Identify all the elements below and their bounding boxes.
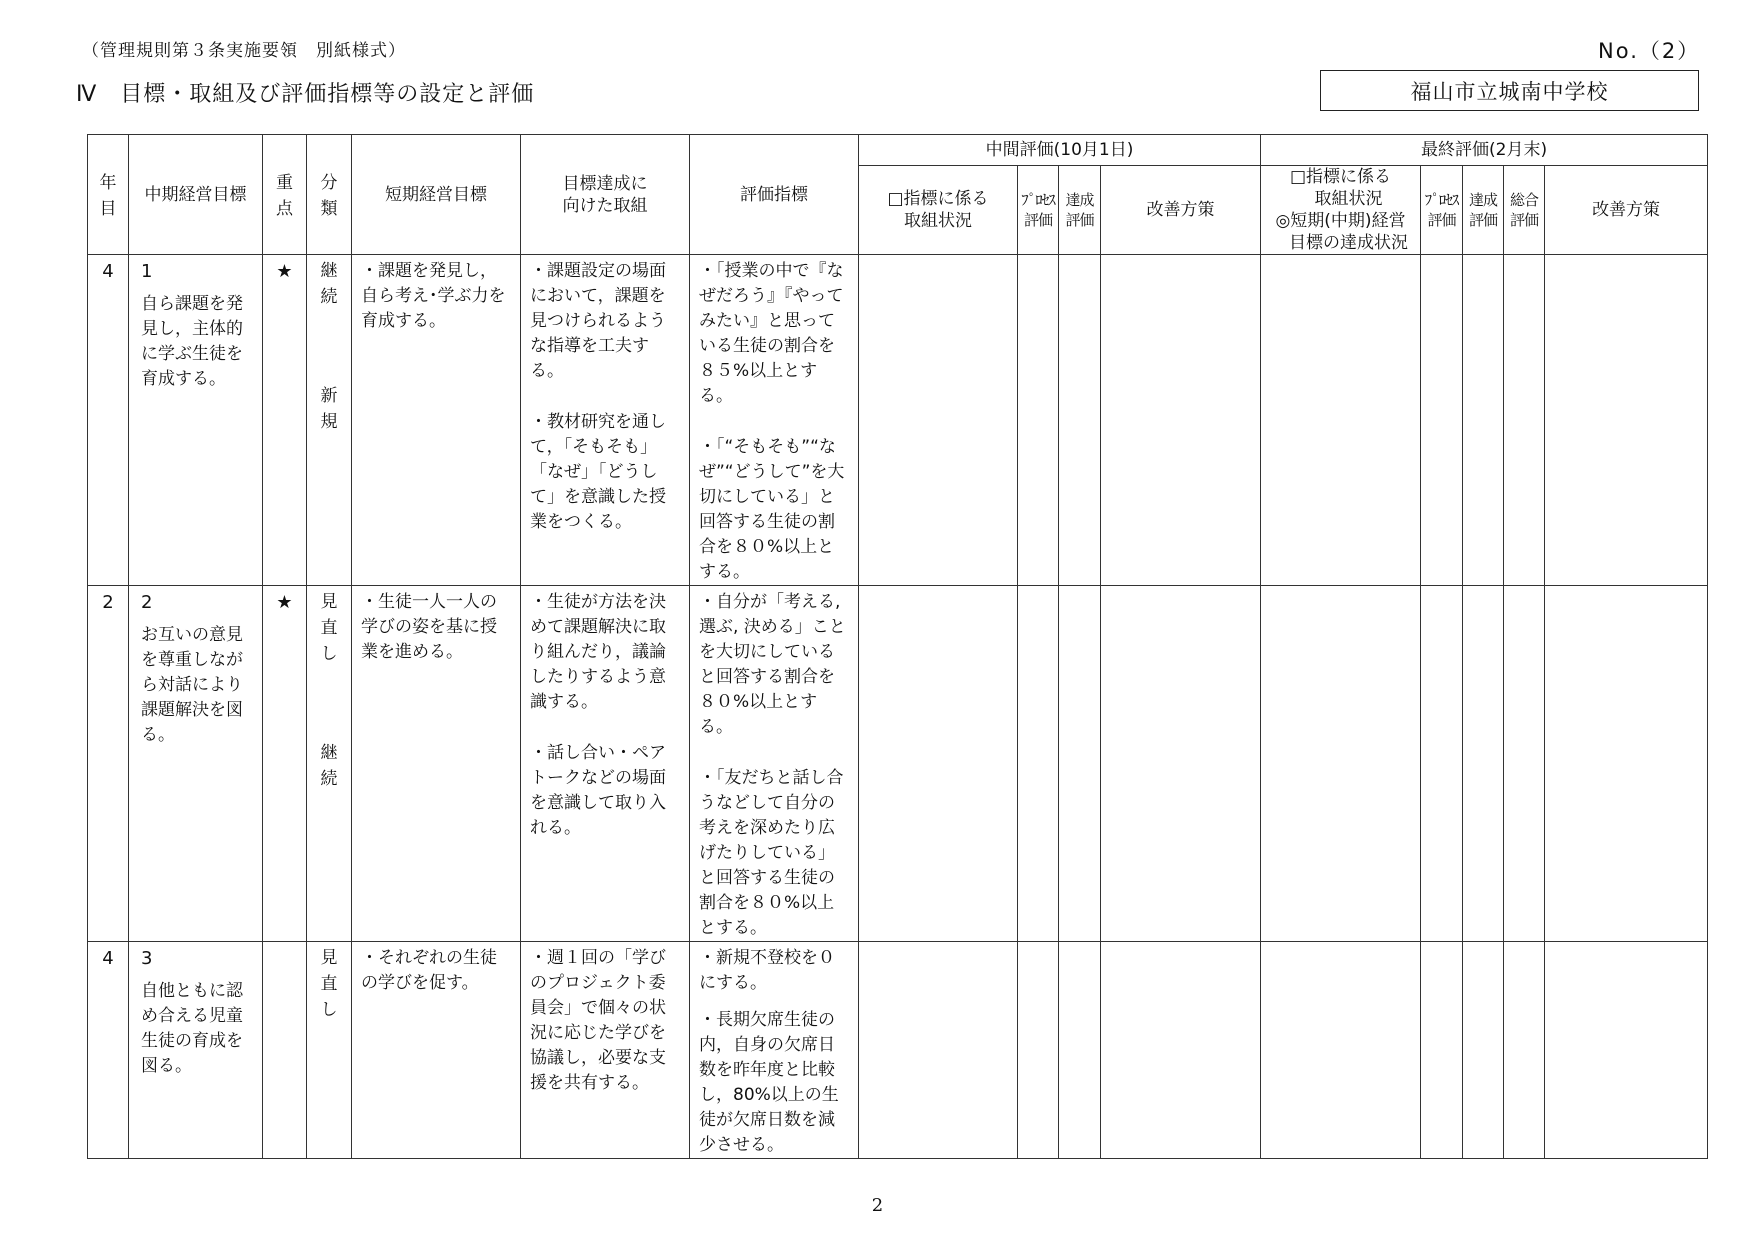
shortterm-goal-cell: ・課題を発見し，自ら考え･学ぶ力を育成する。 <box>352 255 521 586</box>
final-achieve-cell[interactable] <box>1463 942 1504 1159</box>
final-process-cell[interactable] <box>1421 942 1463 1159</box>
final-status-cell[interactable] <box>1261 586 1421 942</box>
table-row <box>88 942 1708 1159</box>
year-cell: 4 <box>88 255 129 586</box>
interim-status-cell[interactable] <box>859 255 1018 586</box>
interim-process-cell[interactable] <box>1018 255 1059 586</box>
indicator-cell: ・「授業の中で『なぜだろう』『やってみたい』と思っている生徒の割合を８５%以上とする。 ・「“そもそも”“なぜ”“どうして”を大切にしている」と回答する生徒の割合を８０%以上とする。 <box>690 255 859 586</box>
col-final-achieve: 達成 評価 <box>1463 166 1504 255</box>
indicator-cell: ・新規不登校を０にする。 ・長期欠席生徒の内，自身の欠席日数を昨年度と比較し，80%以上の生徒が欠席日数を減少させる。 <box>690 942 859 1159</box>
page-footer-number: 2 <box>871 1195 884 1216</box>
interim-status-cell[interactable] <box>859 942 1018 1159</box>
col-priority: 重点 <box>263 135 307 255</box>
interim-eval-group: 中間評価(10月1日) <box>859 135 1261 166</box>
indicator-cell: ・自分が「考える,選ぶ, 決める」ことを大切にしていると回答する割合を８０%以上とする。 ・「友だちと話し合うなどして自分の考えを深めたり広げたりしている」と回答する生徒の割合を８０%以上とする。 <box>690 586 859 942</box>
priority-cell <box>263 942 307 1159</box>
interim-improvement-cell[interactable] <box>1101 255 1261 586</box>
col-actions-line1: 目標達成に <box>562 173 648 194</box>
col-final-improvement: 改善方策 <box>1545 166 1708 255</box>
col-indicator: 評価指標 <box>690 135 859 255</box>
category-cell: 継続 新規 <box>307 255 352 586</box>
actions-cell: ・週１回の「学びのプロジェクト委員会」で個々の状況に応じた学びを協議し，必要な支援を共有する。 <box>521 942 690 1159</box>
col-actions <box>521 135 690 255</box>
table-row <box>88 255 1708 586</box>
col-final-overall: 総合 評価 <box>1504 166 1545 255</box>
final-process-cell[interactable] <box>1421 255 1463 586</box>
interim-status-cell[interactable] <box>859 586 1018 942</box>
col-year: 年目 <box>88 135 129 255</box>
col-category: 分類 <box>307 135 352 255</box>
shortterm-goal-cell: ・それぞれの生徒の学びを促す。 <box>352 942 521 1159</box>
category-cell: 見直し 継続 <box>307 586 352 942</box>
shortterm-goal-cell: ・生徒一人一人の学びの姿を基に授業を進める。 <box>352 586 521 942</box>
final-status-cell[interactable] <box>1261 255 1421 586</box>
final-overall-cell[interactable] <box>1504 255 1545 586</box>
final-improvement-cell[interactable] <box>1545 942 1708 1159</box>
interim-status-line1: □指標に係る <box>887 189 989 209</box>
interim-improvement-cell[interactable] <box>1101 586 1261 942</box>
table-row <box>88 586 1708 942</box>
final-process-cell[interactable] <box>1421 586 1463 942</box>
year-cell: 4 <box>88 942 129 1159</box>
interim-process-cell[interactable] <box>1018 586 1059 942</box>
col-interim-process: ﾌﾟﾛｾｽ 評価 <box>1018 166 1059 255</box>
priority-cell: ★ <box>263 255 307 586</box>
page-number-label: No.（2） <box>1598 39 1701 63</box>
col-final-status: □指標に係る 取組状況 ◎短期(中期)経営 目標の達成状況 <box>1261 166 1421 255</box>
col-actions-line2: 向けた取組 <box>562 195 648 216</box>
col-interim-status <box>859 166 1018 255</box>
category-cell: 見直し <box>307 942 352 1159</box>
final-overall-cell[interactable] <box>1504 586 1545 942</box>
interim-status-line2: 取組状況 <box>904 211 972 231</box>
midterm-goal-cell: 2 お互いの意見を尊重しながら対話により課題解決を図る。 <box>129 586 263 942</box>
midterm-goal-cell: 1 自ら課題を発見し，主体的に学ぶ生徒を育成する。 <box>129 255 263 586</box>
final-improvement-cell[interactable] <box>1545 586 1708 942</box>
school-name: 福山市立城南中学校 <box>1410 79 1609 104</box>
school-name-box <box>1320 70 1699 111</box>
col-shortterm-goal: 短期経営目標 <box>352 135 521 255</box>
evaluation-table <box>87 134 1708 1159</box>
final-overall-cell[interactable] <box>1504 942 1545 1159</box>
interim-achieve-cell[interactable] <box>1059 255 1101 586</box>
header-row-1 <box>88 135 1708 166</box>
col-interim-achieve: 達成 評価 <box>1059 166 1101 255</box>
final-improvement-cell[interactable] <box>1545 255 1708 586</box>
col-final-process: ﾌﾟﾛｾｽ 評価 <box>1421 166 1463 255</box>
actions-cell: ・課題設定の場面において，課題を見つけられるような指導を工夫する。 ・教材研究を通して，「そもそも」「なぜ」「どうして」を意識した授業をつくる。 <box>521 255 690 586</box>
midterm-goal-cell: 3 自他ともに認め合える児童生徒の育成を図る。 <box>129 942 263 1159</box>
year-cell: 2 <box>88 586 129 942</box>
final-eval-group: 最終評価(2月末) <box>1261 135 1708 166</box>
col-interim-improvement: 改善方策 <box>1101 166 1261 255</box>
col-midterm-goal: 中期経営目標 <box>129 135 263 255</box>
form-note: （管理規則第３条実施要領 別紙様式） <box>82 41 406 61</box>
final-achieve-cell[interactable] <box>1463 586 1504 942</box>
actions-cell: ・生徒が方法を決めて課題解決に取り組んだり，議論したりするよう意識する。 ・話し合い・ペアトークなどの場面を意識して取り入れる。 <box>521 586 690 942</box>
final-achieve-cell[interactable] <box>1463 255 1504 586</box>
page-title: Ⅳ 目標・取組及び評価指標等の設定と評価 <box>76 82 535 107</box>
interim-achieve-cell[interactable] <box>1059 586 1101 942</box>
interim-improvement-cell[interactable] <box>1101 942 1261 1159</box>
final-status-cell[interactable] <box>1261 942 1421 1159</box>
interim-process-cell[interactable] <box>1018 942 1059 1159</box>
priority-cell: ★ <box>263 586 307 942</box>
interim-achieve-cell[interactable] <box>1059 942 1101 1159</box>
